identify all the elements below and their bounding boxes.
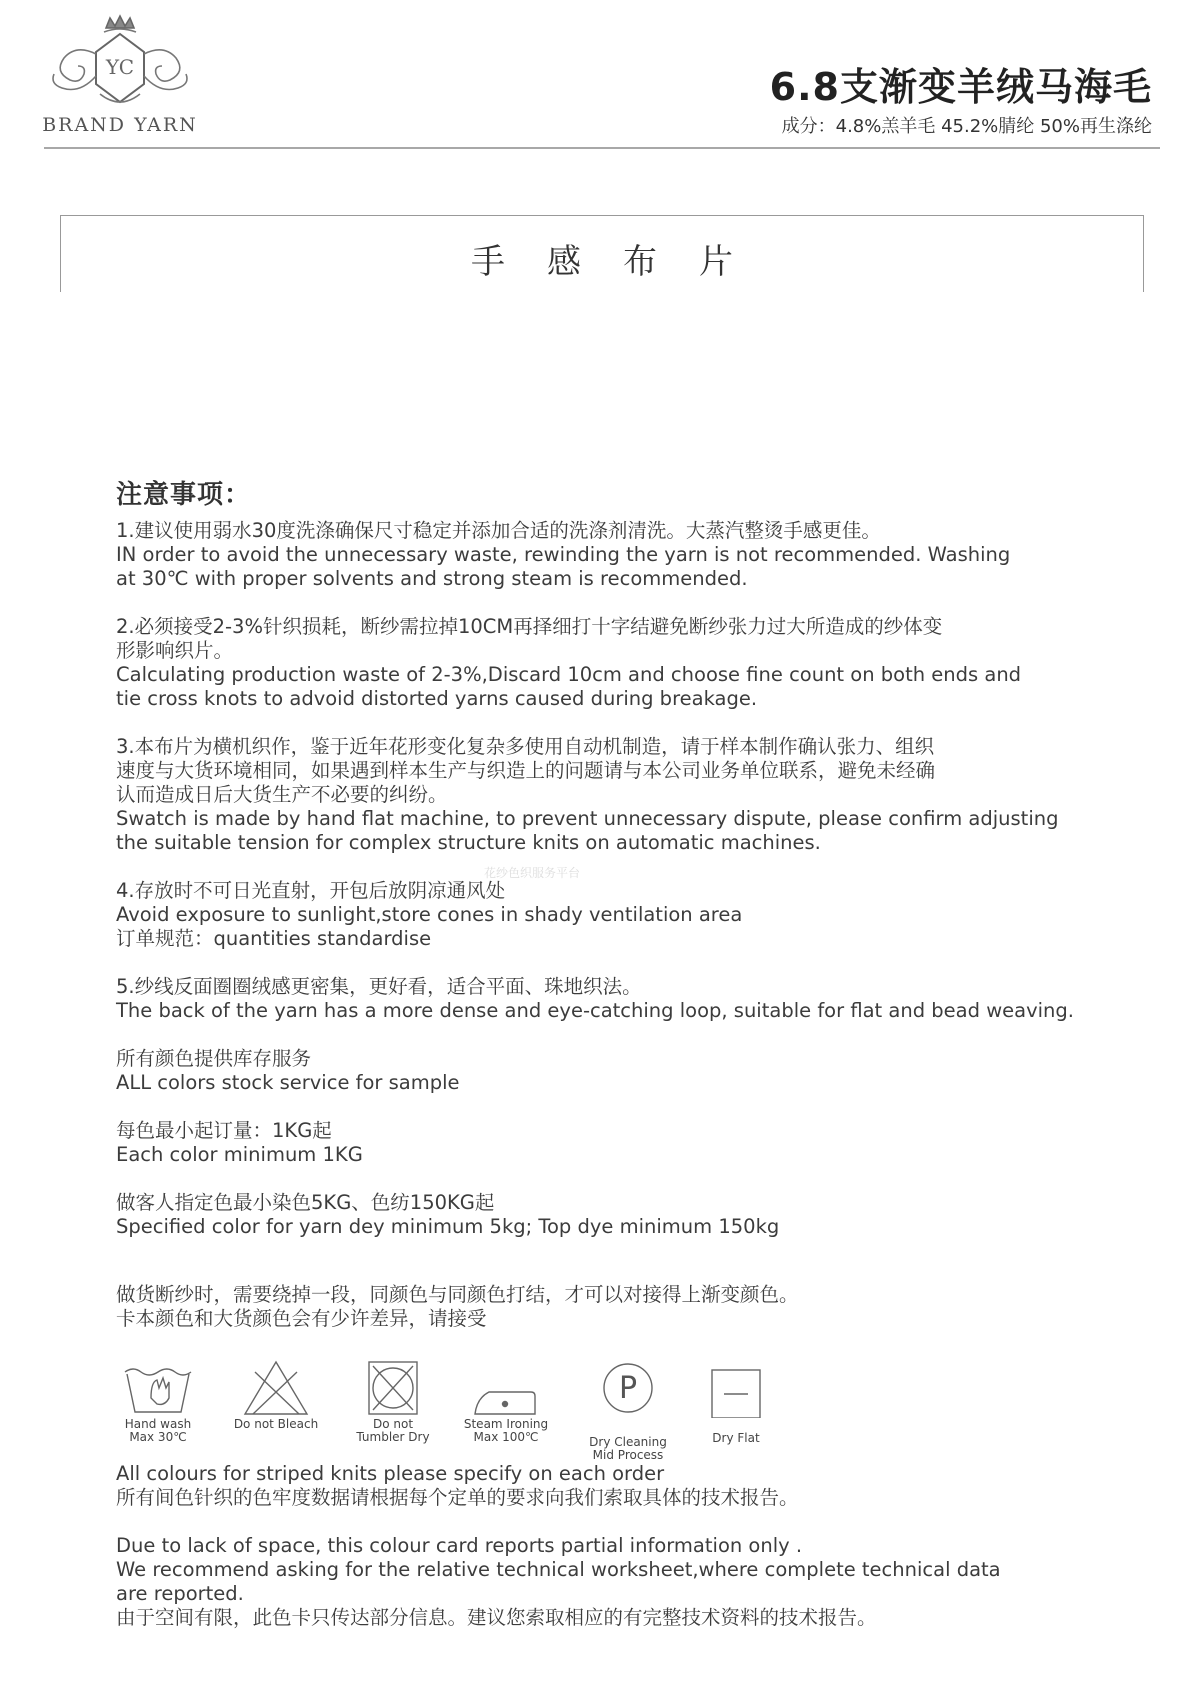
note-block (116, 1283, 1146, 1331)
note-block (116, 615, 1146, 711)
note-line: 每色最小起订量：1KG起 (116, 1119, 332, 1142)
note-block (116, 519, 1146, 591)
note-line: the suitable tension for complex structure knits on automatic machines. (116, 831, 821, 854)
note-line: 认而造成日后大货生产不必要的纠纷。 (116, 783, 448, 806)
footer-line: are reported. (116, 1582, 244, 1605)
footer-block-b (116, 1534, 1176, 1630)
no-bleach-label: Do not Bleach (233, 1417, 319, 1431)
watermark: 花纱色织服务平台 (484, 866, 581, 880)
no-bleach-icon (241, 1358, 311, 1418)
note-line: 订单规范：quantities standardise (116, 927, 432, 950)
composition-text: 成分：4.8%羔羊毛 45.2%腈纶 50%再生涤纶 (781, 116, 1152, 137)
logo-monogram: YC (105, 55, 135, 79)
footer-line: Due to lack of space, this colour card reports partial information only . (116, 1534, 803, 1557)
footer-line: All colours for striped knits please specify on each order (116, 1462, 665, 1485)
dry-clean-label-1: Dry Cleaning (589, 1435, 667, 1449)
note-line: Specified color for yarn dey minimum 5kg; Top dye minimum 150kg (116, 1215, 780, 1238)
dry-flat-label: Dry Flat (712, 1431, 760, 1445)
hand-wash-icon (121, 1358, 195, 1418)
note-line: 3.本布片为横机织作，鉴于近年花形变化复杂多使用自动机制造，请于样本制作确认张力、组织 (116, 735, 935, 758)
note-line: 速度与大货环境相同，如果遇到样本生产与织造上的问题请与本公司业务单位联系，避免未经确 (116, 759, 936, 782)
notes-heading: 注意事项： (116, 480, 252, 510)
note-block (116, 1047, 1146, 1095)
footer-block-a (116, 1462, 1176, 1510)
hand-wash-label-2: Max 30℃ (129, 1430, 187, 1444)
note-block (116, 975, 1146, 1023)
note-line: 卡本颜色和大货颜色会有少许差异，请接受 (116, 1307, 487, 1330)
note-block (116, 735, 1146, 855)
no-tumble-symbol (342, 1358, 444, 1444)
note-line: tie cross knots to advoid distorted yarns caused during breakage. (116, 687, 758, 710)
note-line: 做客人指定色最小染色5KG、色纺150KG起 (116, 1191, 495, 1214)
note-line: The back of the yarn has a more dense and eye-catching loop, suitable for flat and bead weaving. (116, 999, 1074, 1022)
swatch-title: 手感布片 (471, 242, 775, 282)
hand-wash-symbol (116, 1358, 200, 1444)
steam-iron-label-1: Steam Ironing (463, 1417, 549, 1431)
footer-line: 所有间色针织的色牢度数据请根据每个定单的要求向我们索取具体的技术报告。 (116, 1486, 799, 1509)
footer-notes (116, 1462, 1176, 1654)
note-line: Calculating production waste of 2-3%,Discard 10cm and choose fine count on both ends and (116, 663, 1022, 686)
dry-clean-symbol (578, 1358, 678, 1462)
note-line: Swatch is made by hand flat machine, to prevent unnecessary dispute, please confirm adjusting (116, 807, 1059, 830)
no-bleach-symbol (224, 1358, 328, 1431)
steam-iron-symbol (456, 1358, 556, 1444)
note-line: 5.纱线反面圈圈绒感更密集，更好看，适合平面、珠地织法。 (116, 975, 642, 998)
note-line: 形影响织片。 (116, 639, 234, 662)
dry-flat-symbol (696, 1358, 776, 1445)
product-title: 6.8支渐变羊绒马海毛 (769, 65, 1152, 109)
no-tumble-label-1: Do not (372, 1417, 414, 1431)
brand-logo (40, 14, 200, 138)
dry-flat-icon (708, 1358, 764, 1418)
brand-name: BRAND YARN (42, 114, 198, 136)
dry-clean-letter: P (618, 1371, 638, 1406)
header-divider (44, 147, 1160, 149)
note-line: 4.存放时不可日光直射，开包后放阴凉通风处 (116, 879, 506, 902)
iron-icon (465, 1358, 547, 1418)
note-block (116, 1191, 1146, 1239)
note-line: Avoid exposure to sunlight,store cones in shady ventilation area (116, 903, 743, 926)
steam-iron-label-2: Max 100℃ (473, 1430, 539, 1444)
no-tumble-dry-icon (365, 1358, 421, 1418)
note-line: Each color minimum 1KG (116, 1143, 363, 1166)
care-notes (116, 474, 1146, 1355)
note-line: 1.建议使用弱水30度洗涤确保尺寸稳定并添加合适的洗涤剂清洗。大蒸汽整烫手感更佳。 (116, 519, 881, 542)
dry-clean-label-2: Mid Process (592, 1448, 664, 1462)
note-line: IN order to avoid the unnecessary waste, rewinding the yarn is not recommended. Washing (116, 543, 1011, 566)
footer-line: We recommend asking for the relative technical worksheet,where complete technical data (116, 1558, 1001, 1581)
note-block (116, 879, 1146, 951)
notes-blocks (116, 519, 1146, 1331)
no-tumble-label-2: Tumbler Dry (356, 1430, 430, 1444)
hand-wash-label-1: Hand wash (124, 1417, 192, 1431)
note-line: 2.必须接受2-3%针织损耗，断纱需拉掉10CM再择细打十字结避免断纱张力过大所造成的纱体变 (116, 615, 943, 638)
care-symbols (116, 1358, 816, 1476)
dry-clean-icon (600, 1358, 656, 1418)
note-line: 做货断纱时，需要绕掉一段，同颜色与同颜色打结，才可以对接得上渐变颜色。 (116, 1283, 799, 1306)
note-line: 所有颜色提供库存服务 (116, 1047, 312, 1070)
swatch-box (60, 215, 1144, 292)
note-line: at 30℃ with proper solvents and strong steam is recommended. (116, 567, 748, 590)
crest-icon (40, 14, 200, 114)
note-line: ALL colors stock service for sample (116, 1071, 460, 1094)
note-block (116, 1119, 1146, 1167)
footer-line: 由于空间有限，此色卡只传达部分信息。建议您索取相应的有完整技术资料的技术报告。 (116, 1606, 877, 1629)
